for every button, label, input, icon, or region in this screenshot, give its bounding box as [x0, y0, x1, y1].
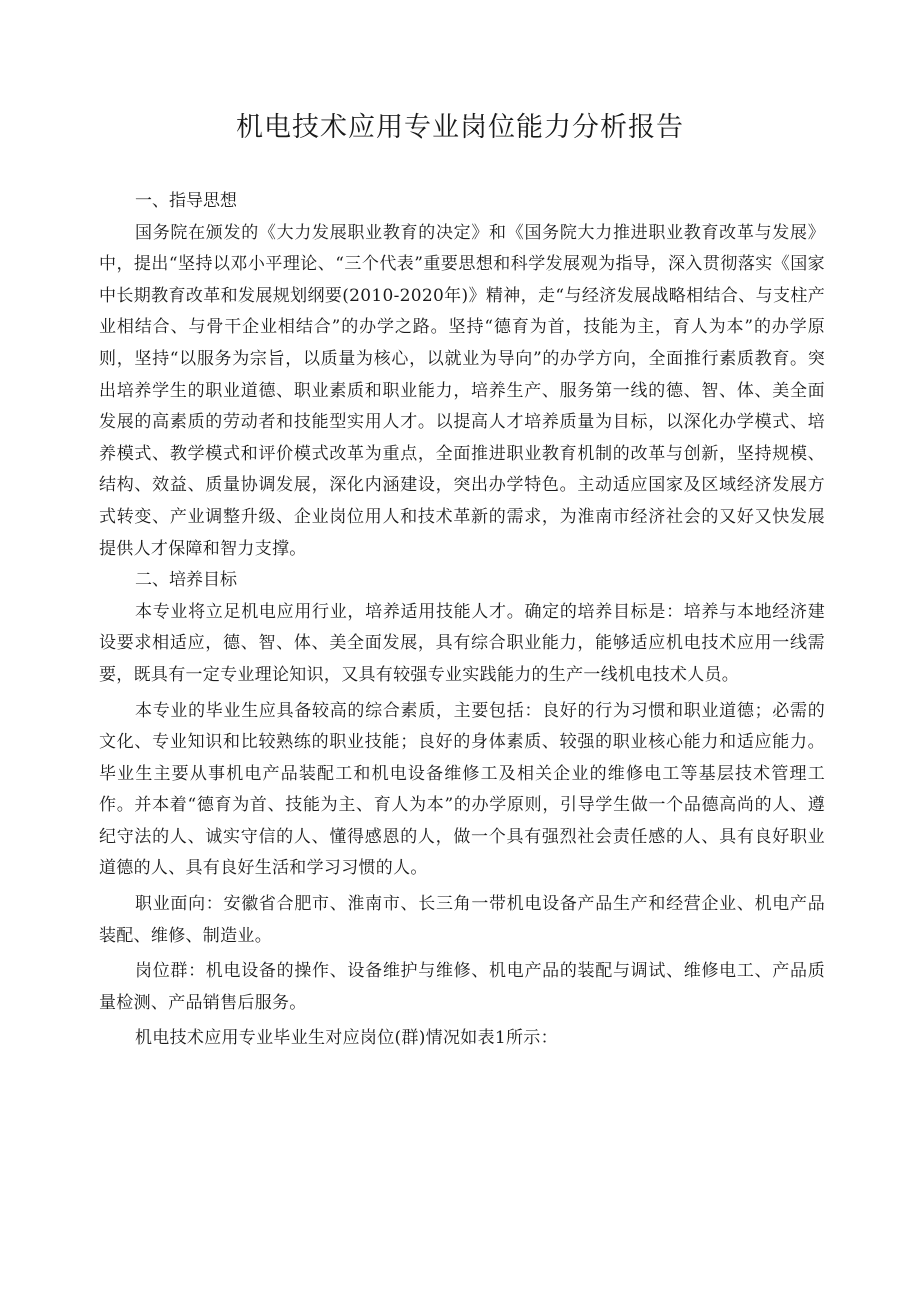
- paragraph-career-orientation: 职业面向：安徽省合肥市、淮南市、长三角一带机电设备产品生产和经营企业、机电产品装配、维修、制造业。: [99, 894, 825, 946]
- paragraph-graduate-quality: 本专业的毕业生应具备较高的综合素质，主要包括：良好的行为习惯和职业道德；必需的文化、专业知识和比较熟练的职业技能；良好的身体素质、较强的职业核心能力和适应能力。毕业生主要从事机电产品装配工和机电设备维修工及相关企业的维修电工等基层技术管理工作。并本着“德育为首、技能为主、育人为本”的办学原则，引导学生做一个品德高尚的人、遵纪守法的人、诚实守信的人、懂得感恩的人，做一个具有强烈社会责任感的人、具有良好职业道德的人、具有良好生活和学习习惯的人。: [99, 700, 825, 879]
- paragraph-guiding-ideology: 国务院在颁发的《大力发展职业教育的决定》和《国务院大力推进职业教育改革与发展》中，提出“坚持以邓小平理论、“三个代表”重要思想和科学发展观为指导，深入贯彻落实《国家中长期教育改革和发展规划纲要(2010-2020年)》精神，走“与经济发展战略相结合、与支柱产业相结合、与骨干企业相结合”的办学之路。坚持“德育为首，技能为主，育人为本”的办学原则，坚持“以服务为宗旨，以质量为核心，以就业为导向”的办学方向，全面推行素质教育。突出培养学生的职业道德、职业素质和职业能力，培养生产、服务第一线的德、智、体、美全面发展的高素质的劳动者和技能型实用人才。以提高人才培养质量为目标，以深化办学模式、培养模式、教学模式和评价模式改革为重点，全面推进职业教育机制的改革与创新，坚持规模、结构、效益、质量协调发展，深化内涵建设，突出办学特色。主动适应国家及区域经济发展方式转变、产业调整升级、企业岗位用人和技术革新的需求，为淮南市经济社会的又好又快发展提供人才保障和智力支撑。: [99, 222, 825, 559]
- section-heading-guiding-ideology: 一、指导思想: [135, 191, 237, 211]
- paragraph-job-group: 岗位群：机电设备的操作、设备维护与维修、机电产品的装配与调试、维修电工、产品质量检测、产品销售后服务。: [99, 961, 825, 1013]
- paragraph-table-reference: 机电技术应用专业毕业生对应岗位(群)情况如表1所示：: [135, 1028, 558, 1049]
- paragraph-training-goal: 本专业将立足机电应用行业，培养适用技能人才。确定的培养目标是：培养与本地经济建设要求相适应，德、智、体、美全面发展，具有综合职业能力，能够适应机电技术应用一线需要，既具有一定专业理论知识，又具有较强专业实践能力的生产一线机电技术人员。: [99, 601, 825, 685]
- document-title: 机电技术应用专业岗位能力分析报告: [236, 112, 684, 143]
- document-body: [99, 186, 825, 1055]
- section-heading-training-goals: 二、培养目标: [135, 570, 237, 591]
